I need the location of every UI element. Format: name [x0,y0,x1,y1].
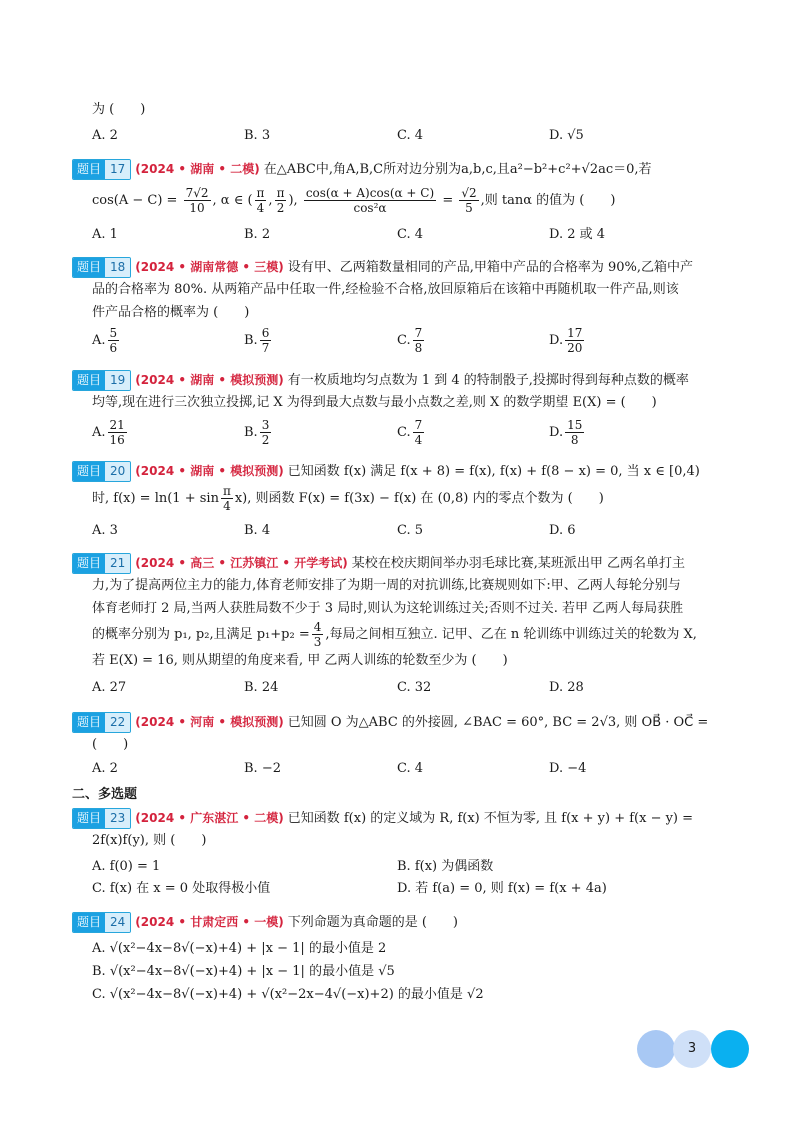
option-b: B. −2 [244,761,281,776]
option-d: D. 2 或 4 [549,227,606,242]
fraction: $\frac{√2}{5}$ [461,186,477,215]
question-21-line2: 力,为了提高两位主力的能力,体育老师安排了为期一周的对抗训练,比赛规则如下:甲、乙两人每轮分别与 [92,578,681,593]
option-d: D. $\frac{17}{20}$ [549,326,583,355]
option-a: A. $\frac{21}{16}$ [92,418,125,447]
option-b: B. 4 [244,523,271,538]
fraction: $\frac{\cos(\alpha + A)\cos(\alpha + C)}{\text{cos²α}}$ [305,186,435,215]
fraction: $\frac{\pi}{2}$ [276,186,285,215]
option-b: B. f(x) 为偶函数 [397,859,494,874]
question-stem: 为 ( ) [92,102,146,117]
option-b: B. $\frac{3}{2}$ [244,418,270,447]
fraction: $\frac{7√2}{10}$ [185,186,209,215]
question-source: (2024 • 湖南 • 模拟预测) [135,464,284,478]
option-a: A. √(x²−4x−8√(−x)+4) + |x − 1| 的最小值是 2 [92,941,387,956]
option-a: A. 27 [92,680,127,695]
question-21-line3: 体育老师打 2 局,当两人获胜局数不少于 3 局时,则认为这轮训练过关;否则不过关. 若甲 乙两人每局获胜 [92,601,684,616]
question-source: (2024 • 高三 • 江苏镇江 • 开学考试) [135,556,348,570]
question-source: (2024 • 湖南 • 二模) [135,162,260,176]
question-source: (2024 • 湖南常德 • 三模) [135,260,284,274]
question-badge: 题目 22 [72,712,131,733]
page-decor-circle [711,1030,749,1068]
option-a: A. $\frac{5}{6}$ [92,326,118,355]
option-a: A. 1 [92,227,118,242]
option-a: A. 3 [92,523,118,538]
option-c: C. 4 [397,128,424,143]
option-c: C. $\frac{7}{8}$ [397,326,423,355]
question-19-line2: 均等,现在进行三次独立投掷,记 X 为得到最大点数与最小点数之差,则 X 的数学期望 E(X) = ( ) [92,395,657,410]
option-c: C. 4 [397,227,424,242]
option-b: B. 3 [244,128,271,143]
option-b: B. √(x²−4x−8√(−x)+4) + |x − 1| 的最小值是 √5 [92,964,395,979]
question-badge: 题目 18 [72,257,131,278]
question-18-line1: 题目 18 (2024 • 湖南常德 • 三模) 设有甲、乙两箱数量相同的产品,甲箱中产品的合格率为 90%,乙箱中产 [72,257,693,278]
option-a: A. 2 [92,128,118,143]
option-d: D. 若 f(a) = 0, 则 f(x) = f(x + 4a) [397,881,607,896]
question-17-line2: cos(A − C) = $\frac{7√2}{10}$ , α ∈ ( $\frac{\pi}{4}$ , $\frac{\pi}{2}$ ), $\frac{\cos(\alpha + A)\cos(\alpha + C)}{\text{cos²α}}$ = $\frac{√2}{5}$ ,则 tanα 的值为 ( ) [92,186,616,215]
question-source: (2024 • 河南 • 模拟预测) [135,715,284,729]
question-17-line1: 题目 17 (2024 • 湖南 • 二模) 在△ABC中,角A,B,C所对边分别为a,b,c,且a²−b²+c²+√2ac＝0,若 [72,159,652,180]
question-23-line2: 2f(x)f(y), 则 ( ) [92,833,207,848]
option-d: D. √5 [549,128,584,143]
option-d: D. 28 [549,680,584,695]
question-23-line1: 题目 23 (2024 • 广东湛江 • 二模) 已知函数 f(x) 的定义域为 R, f(x) 不恒为零, 且 f(x + y) + f(x − y) = [72,808,693,829]
option-a: A. 2 [92,761,118,776]
question-21-line4: 的概率分别为 p₁, p₂,且满足 p₁+p₂ = $\frac{4}{3}$ ,每局之间相互独立. 记甲、乙在 n 轮训练中训练过关的轮数为 X, [92,620,697,649]
page-decor-circle [637,1030,675,1068]
question-22-line1: 题目 22 (2024 • 河南 • 模拟预测) 已知圆 O 为△ABC 的外接圆, ∠BAC = 60°, BC = 2√3, 则 OB⃗ · OC⃗ = [72,712,708,733]
option-d: D. −4 [549,761,587,776]
option-c: C. 4 [397,761,424,776]
question-badge: 题目 19 [72,370,131,391]
question-21-line5: 若 E(X) = 16, 则从期望的角度来看, 甲 乙两人训练的轮数至少为 ( ) [92,653,508,668]
option-b: B. 24 [244,680,279,695]
question-source: (2024 • 湖南 • 模拟预测) [135,373,284,387]
question-22-line2: ( ) [92,737,129,752]
question-20-line1: 题目 20 (2024 • 湖南 • 模拟预测) 已知函数 f(x) 满足 f(x + 8) = f(x), f(x) + f(8 − x) = 0, 当 x ∈ [0,4) [72,461,700,482]
option-c: C. 5 [397,523,424,538]
section-heading: 二、多选题 [72,787,138,802]
option-a: A. f(0) = 1 [92,859,161,874]
question-badge: 题目 24 [72,912,131,933]
question-source: (2024 • 甘肃定西 • 一模) [135,915,284,929]
option-c: C. 32 [397,680,432,695]
question-21-line1: 题目 21 (2024 • 高三 • 江苏镇江 • 开学考试) 某校在校庆期间举办羽毛球比赛,某班派出甲 乙两名单打主 [72,553,685,574]
question-source: (2024 • 广东湛江 • 二模) [135,811,284,825]
option-b: B. $\frac{6}{7}$ [244,326,270,355]
question-badge: 题目 23 [72,808,131,829]
option-b: B. 2 [244,227,271,242]
question-badge: 题目 21 [72,553,131,574]
question-18-line3: 件产品合格的概率为 ( ) [92,305,250,320]
option-c: C. √(x²−4x−8√(−x)+4) + √(x²−2x−4√(−x)+2) 的最小值是 √2 [92,987,484,1002]
question-badge: 题目 20 [72,461,131,482]
question-24-line1: 题目 24 (2024 • 甘肃定西 • 一模) 下列命题为真命题的是 ( ) [72,912,458,933]
option-d: D. $\frac{15}{8}$ [549,418,583,447]
question-badge: 题目 17 [72,159,131,180]
fraction: $\frac{\pi}{4}$ [256,186,265,215]
option-d: D. 6 [549,523,576,538]
question-20-line2: 时, f(x) = ln(1 + sin $\frac{\pi}{4}$ x), 则函数 F(x) = f(3x) − f(x) 在 (0,8) 内的零点个数为 ( ) [92,484,604,513]
option-c: C. f(x) 在 x = 0 处取得极小值 [92,881,271,896]
question-19-line1: 题目 19 (2024 • 湖南 • 模拟预测) 有一枚质地均匀点数为 1 到 4 的特制骰子,投掷时得到每种点数的概率 [72,370,689,391]
option-c: C. $\frac{7}{4}$ [397,418,423,447]
page-number: 3 [687,1041,697,1056]
question-18-line2: 品的合格率为 80%. 从两箱产品中任取一件,经检验不合格,放回原箱后在该箱中再随机取一件产品,则该 [92,282,679,297]
